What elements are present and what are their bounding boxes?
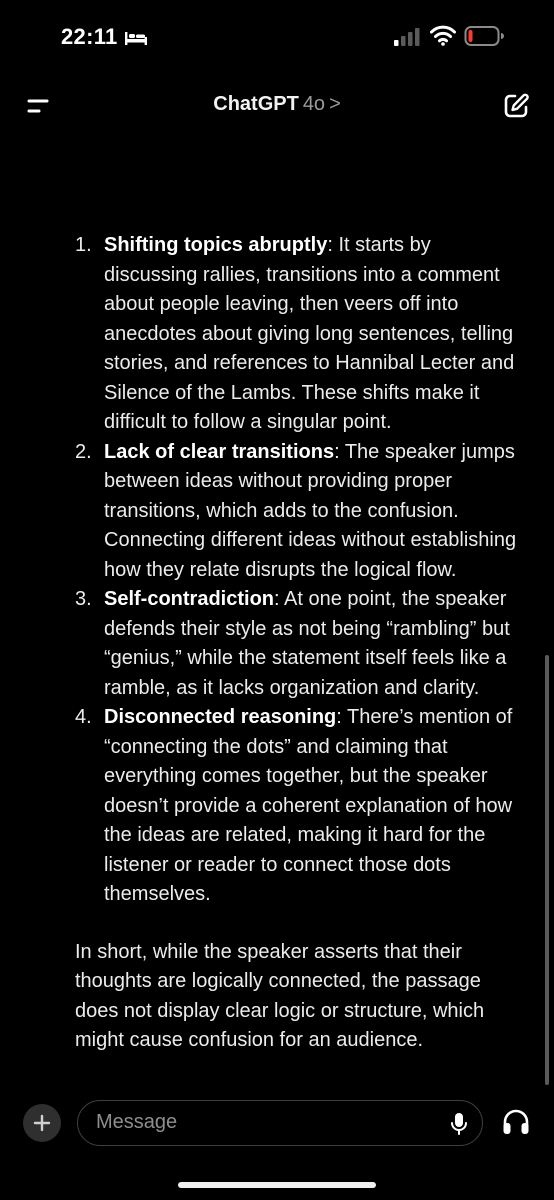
list-item-heading: Self-contradiction [104, 588, 275, 610]
list-item [0, 703, 554, 910]
signal-icon [393, 27, 421, 47]
response-summary: In short, while the speaker asserts that their thoughts are logically connected, the passage does not display clear logic or structure, which might cause confusion for an audience. [75, 940, 485, 1051]
chat-header [0, 80, 554, 132]
headphones-icon[interactable] [501, 1108, 531, 1136]
list-item-number: 3. [75, 588, 92, 610]
status-time: 22:11 [61, 24, 118, 49]
list-item-text: : The speaker jumps between ideas without providing proper transitions, which adds to the confusion. Connecting different ideas without establishing how they relate disrupts the logical flow. [104, 440, 517, 581]
list-item-number: 2. [75, 440, 92, 463]
list-item-number: 1. [75, 234, 92, 256]
model-name: 4o [302, 93, 326, 115]
list-item [0, 585, 554, 703]
model-selector[interactable] [0, 93, 554, 116]
plus-icon [33, 1114, 51, 1132]
mic-icon[interactable] [450, 1112, 468, 1136]
list-item-text: : It starts by discussing rallies, transitions into a comment about people leaving, then veers off into anecdotes about giving long sentences, telling stories, and references to Hannibal Lecter and Silence of the Lambs. These shifts make it difficult to follow a singular point. [104, 234, 515, 433]
list-item-text: : There’s mention of “connecting the dots” and claiming that everything comes together, but the speaker doesn’t provide a coherent explanation of how the ideas are related, making it hard for the listener or reader to connect those dots themselves. [104, 706, 513, 905]
list-item-heading: Lack of clear transitions [104, 440, 335, 463]
status-bar [0, 0, 554, 80]
list-item-heading: Shifting topics abruptly [104, 234, 328, 256]
list-item-number: 4. [75, 706, 92, 728]
list-item [0, 438, 554, 586]
home-indicator[interactable] [178, 1182, 376, 1188]
list-item-heading: Disconnected reasoning [104, 706, 337, 728]
list-item [0, 231, 554, 438]
scrollbar[interactable] [545, 655, 549, 1085]
message-field[interactable] [77, 1100, 483, 1146]
message-input[interactable] [96, 1101, 426, 1144]
chevron-right-icon: > [329, 93, 341, 115]
response-list [0, 231, 554, 910]
wifi-icon [430, 24, 456, 46]
bed-icon [124, 30, 148, 46]
chat-scroll-area[interactable] [0, 106, 554, 1096]
attach-button[interactable] [23, 1104, 61, 1142]
app-title: ChatGPT [213, 93, 299, 115]
new-chat-icon[interactable] [502, 92, 530, 120]
battery-icon [464, 25, 504, 47]
list-item-text: : At one point, the speaker defends their style as not being “rambling” but “genius,” while the statement itself feels like a ramble, as it lacks organization and clarity. [104, 588, 510, 699]
composer-bar [0, 1096, 554, 1200]
assistant-message [0, 231, 554, 1056]
